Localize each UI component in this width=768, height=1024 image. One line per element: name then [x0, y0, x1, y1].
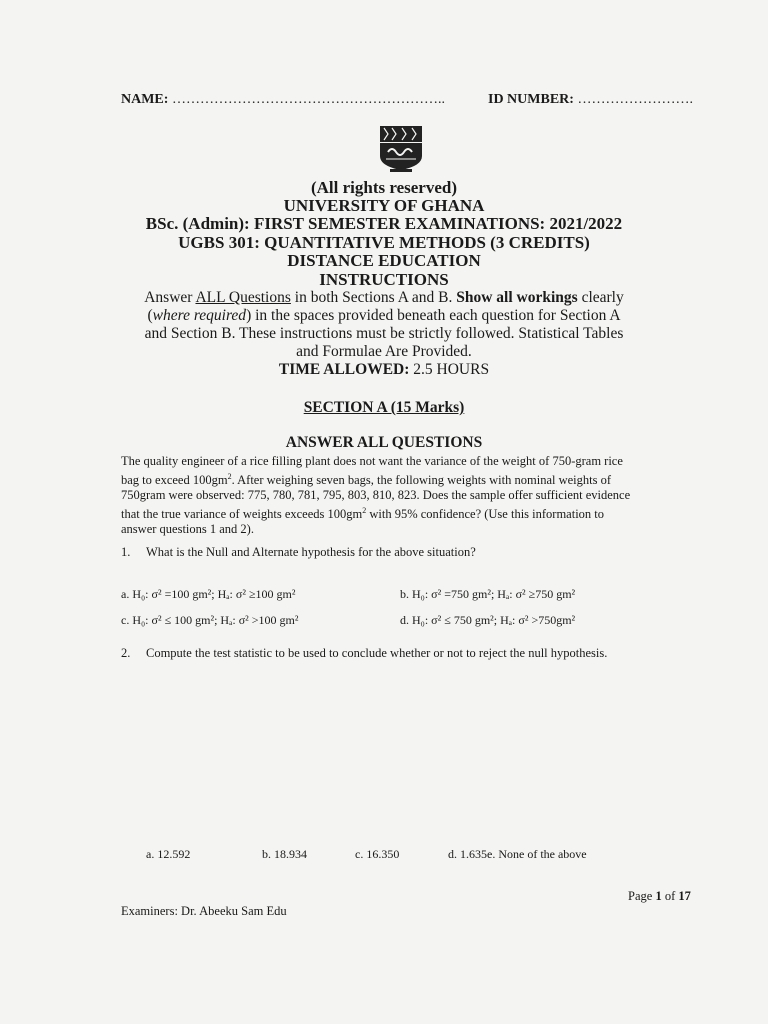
q1-option-a: a. H₀: σ² =100 gm²; Hₐ: σ² ≥100 gm² [121, 587, 296, 601]
instructions-line-2: (where required) in the spaces provided beneath each question for Section A [147, 307, 621, 324]
instructions-line-4: and Formulae Are Provided. [296, 343, 472, 360]
q2-option-c: c. 16.350 [355, 847, 400, 861]
all-questions-emphasis: ALL Questions [195, 289, 291, 306]
time-allowed-label: TIME ALLOWED: [278, 361, 410, 378]
examiners-line: Examiners: Dr. Abeeku Sam Edu [121, 904, 287, 918]
question-2-number: 2. [121, 646, 131, 660]
q1-option-b: b. H₀: σ² =750 gm²; Hₐ: σ² ≥750 gm² [400, 587, 576, 601]
exam-title: BSc. (Admin): FIRST SEMESTER EXAMINATIONS: 2021/2022 [145, 214, 623, 233]
q2-option-d: d. 1.635e. None of the above [448, 847, 587, 861]
question-1-text: What is the Null and Alternate hypothesis for the above situation? [146, 545, 476, 559]
university-name: UNIVERSITY OF GHANA [283, 196, 485, 215]
instructions-line-3: and Section B. These instructions must be strictly followed. Statistical Tables [144, 325, 624, 342]
instructions-heading: INSTRUCTIONS [319, 270, 449, 289]
q1-option-d: d. H₀: σ² ≤ 750 gm²; Hₐ: σ² >750gm² [400, 613, 576, 627]
question-2-text: Compute the test statistic to be used to conclude whether or not to reject the null hypothesis. [146, 646, 608, 660]
time-allowed [0, 361, 768, 379]
section-a-subtitle: ANSWER ALL QUESTIONS [285, 434, 483, 451]
id-number-label: ID NUMBER: [488, 92, 574, 107]
id-number-dots: ……………………. [577, 92, 693, 107]
id-number-field [488, 92, 693, 108]
course-title: UGBS 301: QUANTITATIVE METHODS (3 CREDITS) [178, 233, 590, 252]
question-1-number: 1. [121, 545, 131, 559]
q1-option-c: c. H₀: σ² ≤ 100 gm²; Hₐ: σ² >100 gm² [121, 613, 299, 627]
program-name: DISTANCE EDUCATION [287, 251, 481, 270]
name-label: NAME: [121, 92, 169, 107]
scenario-paragraph: The quality engineer of a rice filling plant does not want the variance of the weight of 750-gram rice bag to exceed $100gm^2$. After weighing seven bags, the following weights with nominal weights of 750gram were observed: 775, 780, 781, 795, 803, 810, 823. Does the sample offer sufficient evidence that the true variance of weights exceeds $100gm^2$ with 95% confidence? (Use this information to answer questions 1 and 2). [121, 454, 631, 537]
time-allowed-value: 2.5 HOURS [409, 361, 490, 378]
rights-notice: (All rights reserved) [310, 178, 458, 197]
instructions-line-1: Answer ALL Questions in both Sections A and B. Show all workings clearly [144, 289, 624, 306]
q2-option-b: b. 18.934 [262, 847, 307, 861]
show-workings-emphasis: Show all workings [456, 289, 578, 306]
q2-option-a: a. 12.592 [146, 847, 191, 861]
section-a-title: SECTION A (15 Marks) [303, 399, 465, 416]
page-number: Page 1 of 17 [628, 889, 691, 903]
university-crest-icon [372, 124, 430, 174]
name-dots: ………………………………………………….. [171, 92, 445, 107]
name-field [121, 92, 445, 108]
